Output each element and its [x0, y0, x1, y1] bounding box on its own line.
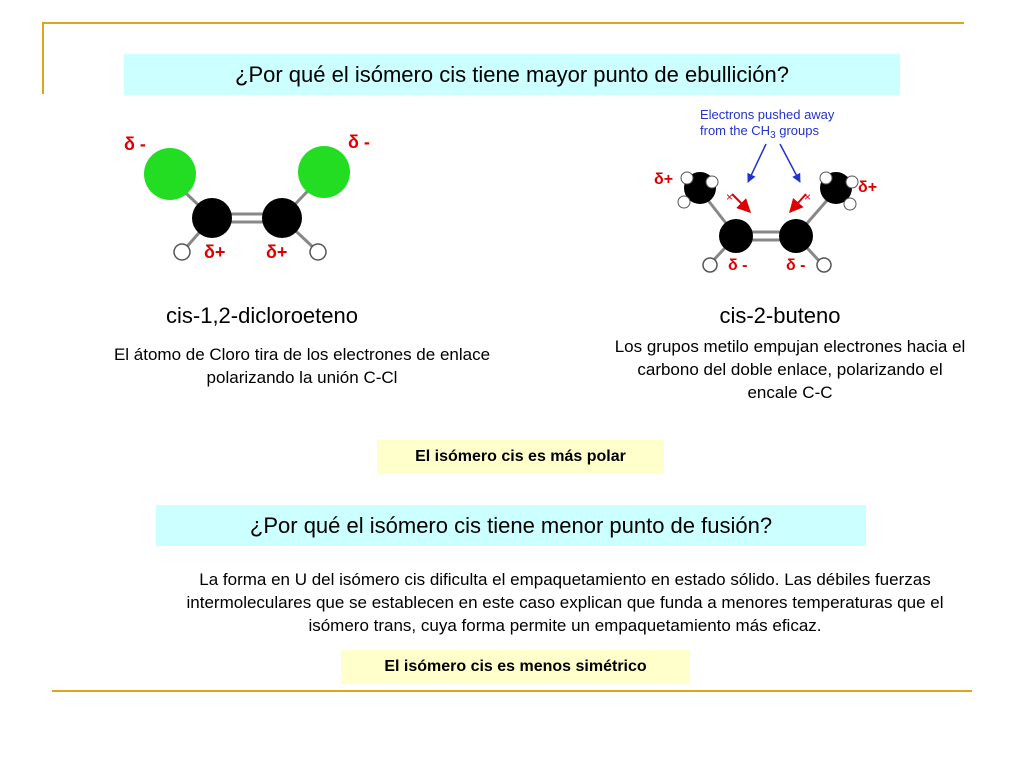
conclusion-symmetry: El isómero cis es menos simétrico — [341, 650, 690, 684]
molecule2-name: cis-2-buteno — [719, 303, 841, 328]
hydrogen-atom — [681, 172, 693, 184]
blue-arrow-right — [780, 144, 800, 182]
left-rule — [42, 22, 44, 94]
hydrogen-atom-right — [817, 258, 831, 272]
question-melting-point: ¿Por qué el isómero cis tiene menor punto de fusión? — [156, 505, 866, 546]
carbon-atom-left — [192, 198, 232, 238]
electrons-note-line2: from the $CH_3$ groups — [700, 123, 820, 141]
carbon-atom-right — [262, 198, 302, 238]
red-arrow-left — [732, 194, 750, 212]
explanation-paragraph: La forma en U del isómero cis dificulta el empaquetamiento en estado sólido. Las débiles fuerzas intermoleculares que se establecen en este caso explican que funda a menores temperaturas que el isómero trans, cuya forma permite un empaquetamiento más eficaz. — [186, 570, 944, 635]
molecule1-description: El átomo de Cloro tira de los electrones de enlace polarizando la unión C-Cl — [113, 345, 491, 387]
molecule2-description: Los grupos metilo empujan electrones hacia el carbono del doble enlace, polarizando el encale C-C — [614, 337, 966, 402]
hydrogen-atom — [844, 198, 856, 210]
delta-minus-label: δ - — [728, 257, 748, 274]
delta-minus-label: δ - — [786, 257, 806, 274]
question-boiling-point: ¿Por qué el isómero cis tiene mayor punto de ebullición? — [124, 54, 900, 95]
electrons-note-line1: Electrons pushed away — [700, 107, 835, 122]
chlorine-atom-left — [144, 148, 196, 200]
cross-mark-left: × — [726, 190, 734, 204]
hydrogen-atom — [706, 176, 718, 188]
delta-plus-label: δ+ — [204, 242, 226, 262]
hydrogen-atom — [820, 172, 832, 184]
butene-molecule — [640, 104, 890, 280]
delta-minus-label: δ - — [124, 134, 146, 154]
hydrogen-atom — [846, 176, 858, 188]
molecule1-name: cis-1,2-dicloroeteno — [166, 303, 358, 328]
blue-arrow-left — [748, 144, 766, 182]
bottom-rule — [52, 690, 972, 692]
delta-plus-label: δ+ — [654, 171, 674, 188]
cross-mark-right: × — [804, 190, 812, 204]
hydrogen-atom-left — [174, 244, 190, 260]
delta-plus-label: δ+ — [858, 179, 878, 196]
top-rule — [42, 22, 964, 24]
hydrogen-atom — [678, 196, 690, 208]
carbon-atom-right — [779, 219, 813, 253]
chlorine-atom-right — [298, 146, 350, 198]
delta-minus-label: δ - — [348, 132, 370, 152]
hydrogen-atom-left — [703, 258, 717, 272]
conclusion-polar: El isómero cis es más polar — [377, 440, 664, 474]
dichloroethene-molecule — [108, 118, 388, 278]
carbon-atom-left — [719, 219, 753, 253]
delta-plus-label: δ+ — [266, 242, 288, 262]
hydrogen-atom-right — [310, 244, 326, 260]
